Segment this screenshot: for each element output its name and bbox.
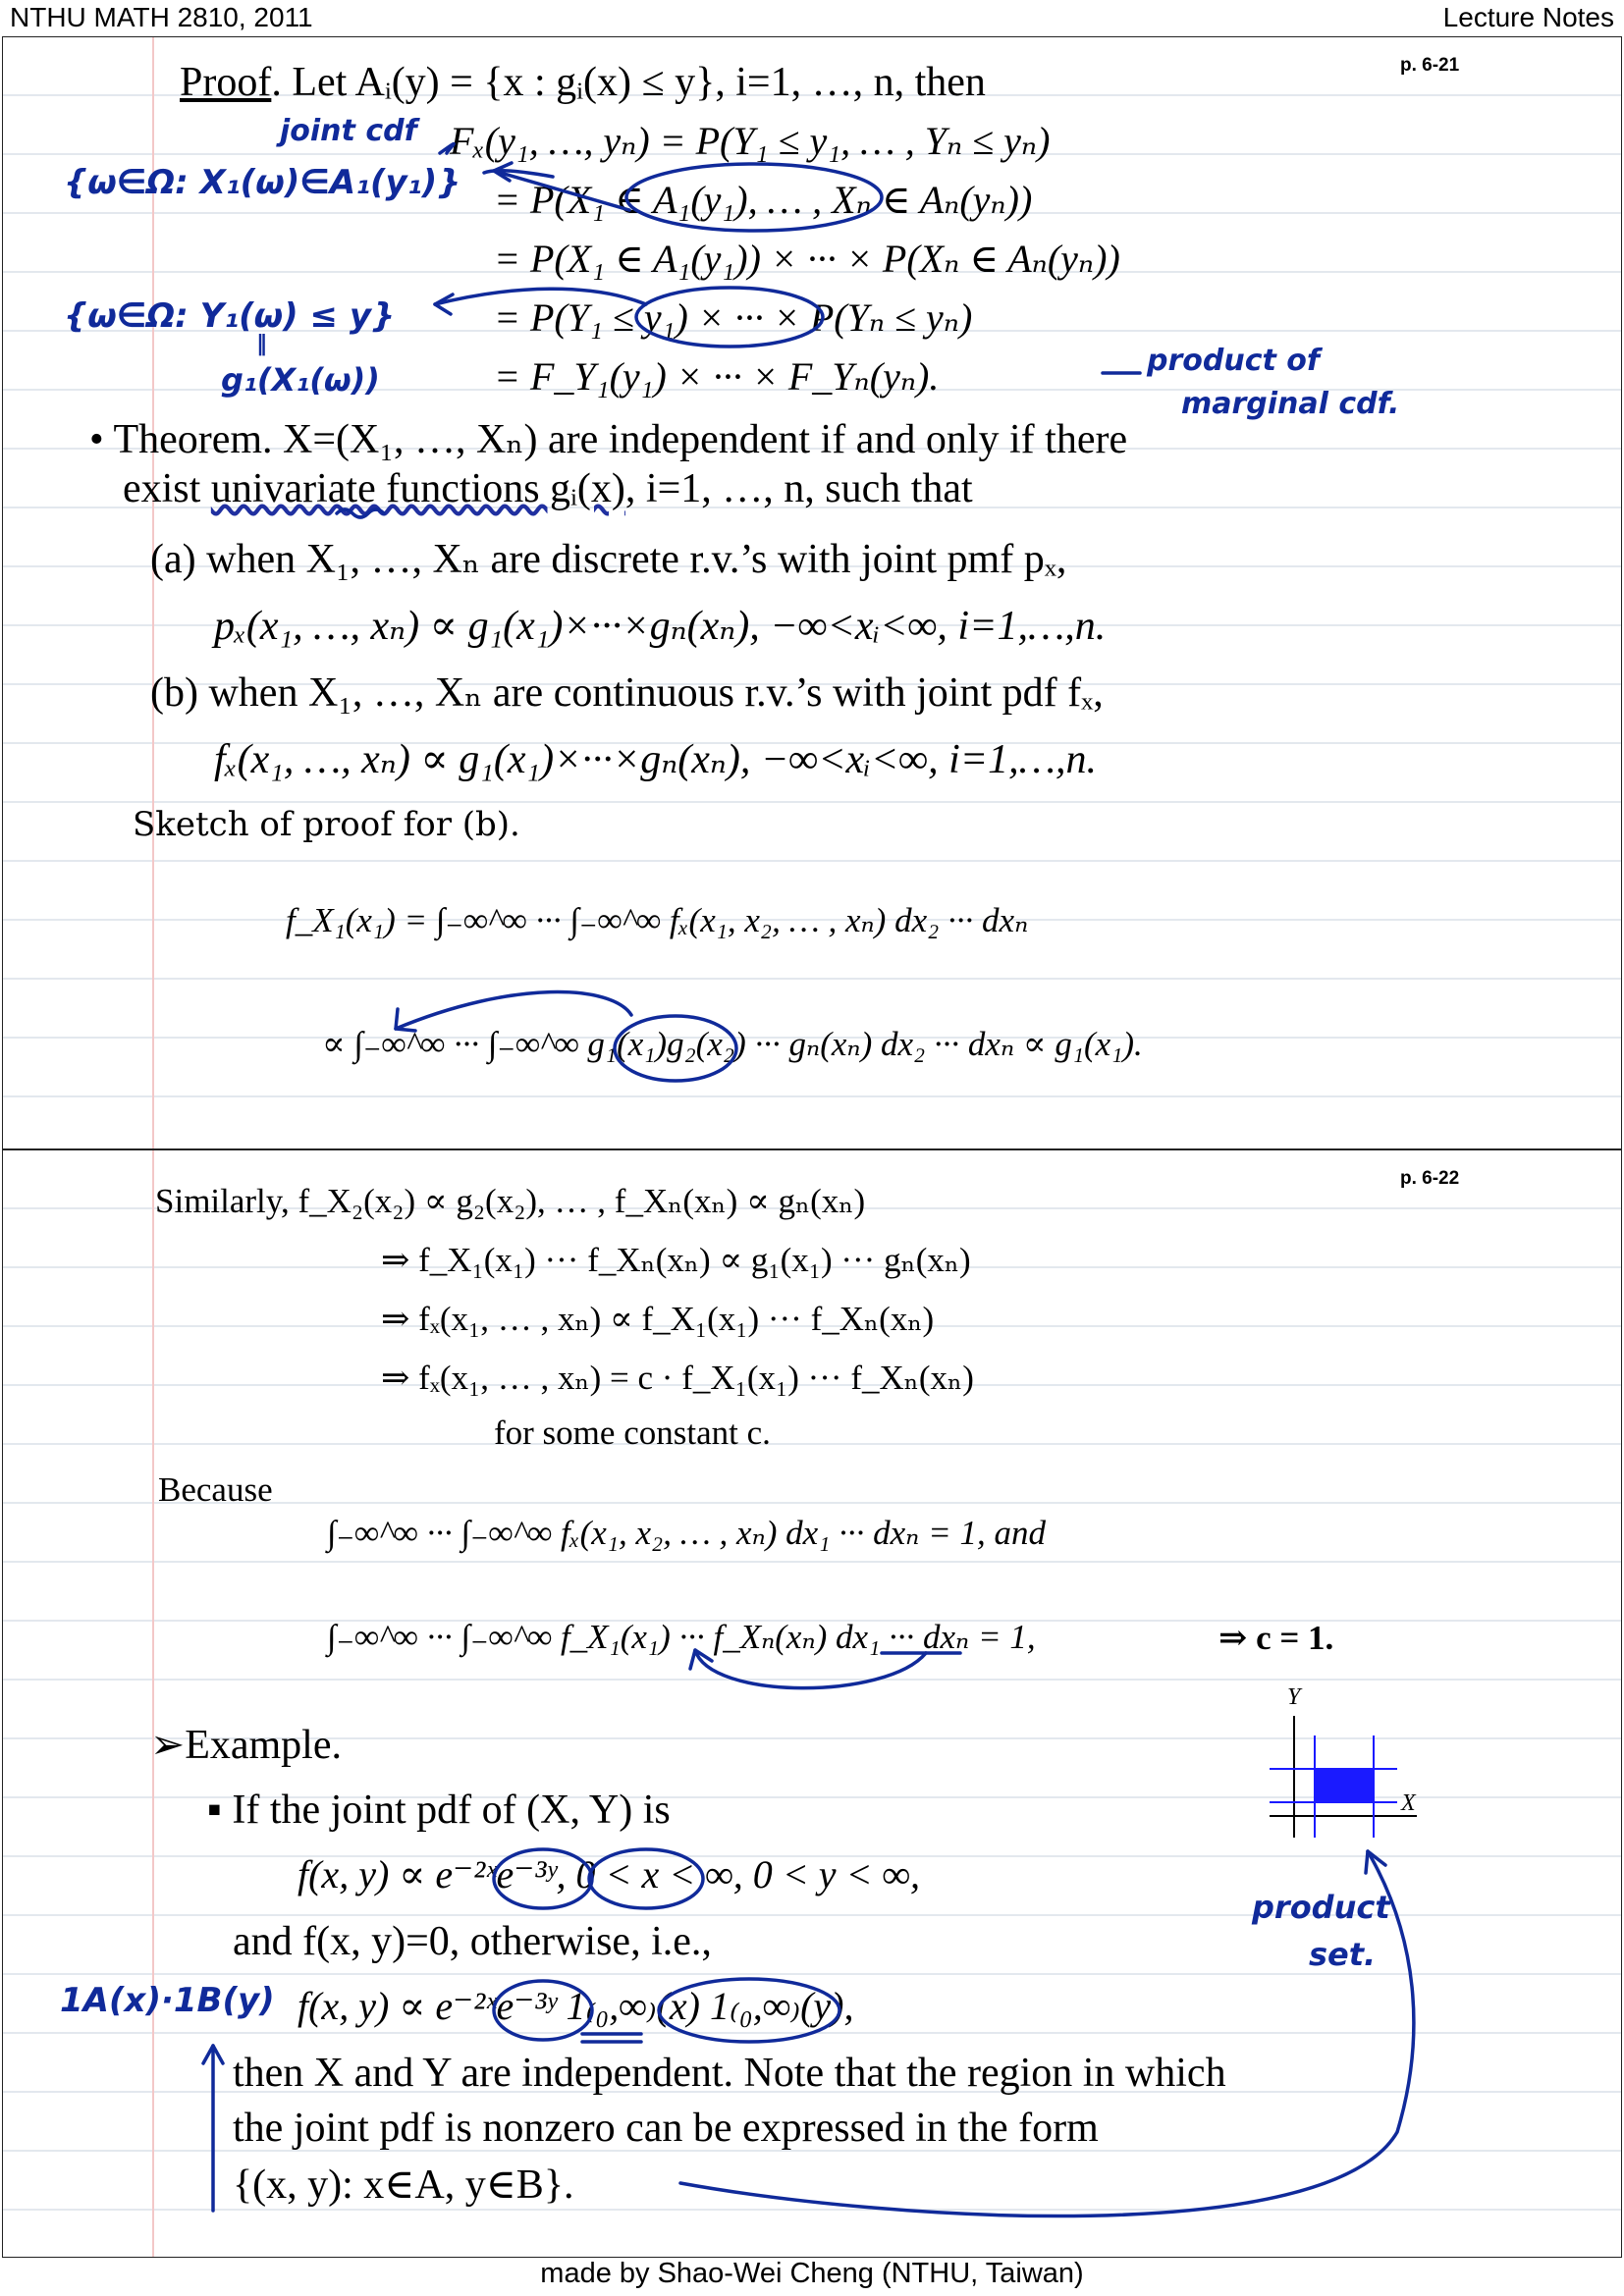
page-number: p. 6-21 bbox=[1400, 55, 1460, 76]
double-underline bbox=[582, 2034, 641, 2042]
circle-g1-x1 bbox=[615, 1016, 736, 1081]
eq-line-2: = P(X₁ ∈ A₁(y₁), … , Xₙ ∈ Aₙ(yₙ)) bbox=[494, 178, 1033, 222]
theorem-line-1: • Theorem. X=(X₁, …, Xₙ) are independent if and only if there bbox=[89, 417, 1128, 462]
note-event-x: {ω∈Ω: X₁(ω)∈A₁(y₁)} bbox=[64, 163, 461, 202]
eq-line-5: = F_Y₁(y₁) × ··· × F_Yₙ(yₙ). bbox=[494, 354, 940, 399]
integral-2: ∝ ∫₋∞^∞ ··· ∫₋∞^∞ g₁(x₁)g₂(x₂) ··· gₙ(xₙ) dx₂ ··· dxₙ ∝ g₁(x₁). bbox=[322, 1025, 1143, 1063]
note-marginal-cdf: marginal cdf. bbox=[1181, 387, 1400, 421]
then-line-1: then X and Y are independent. Note that the region in which bbox=[233, 2051, 1226, 2096]
header-title: Lecture Notes bbox=[1442, 2, 1614, 32]
circle-indicator-x bbox=[659, 1979, 839, 2042]
case-b: (b) when X₁, …, Xₙ are continuous r.v.’s with joint pdf fₓ, bbox=[150, 670, 1104, 716]
univariate-functions: univariate functions gᵢ(x) bbox=[210, 466, 625, 511]
pdf-equation: f(x, y) ∝ e⁻²ˣe⁻³ʸ, 0 < x < ∞, 0 < y < ∞, bbox=[298, 1852, 921, 1896]
slide1-ink-overlay bbox=[3, 37, 1623, 1150]
circle-exp-2x bbox=[494, 1849, 592, 1908]
arrow-pull-out-head bbox=[396, 1009, 415, 1031]
circle-exp-2x-b bbox=[494, 1981, 592, 2040]
arrow-pull-out bbox=[396, 992, 631, 1029]
eq-joint-cdf: Fₓ(y₁, …, yₙ) = P(Y₁ ≤ y₁, … , Yₙ ≤ yₙ) bbox=[450, 119, 1051, 163]
circle-x1-in-a1 bbox=[626, 164, 882, 231]
note-joint-cdf: joint cdf bbox=[280, 114, 417, 148]
case-b-equation: fₓ(x₁, …, xₙ) ∝ g₁(x₁)×···×gₙ(xₙ), −∞<xᵢ<∞, i=1,…,n. bbox=[214, 737, 1097, 782]
arrow-event-x bbox=[494, 171, 629, 210]
wave-extra bbox=[337, 509, 384, 517]
case-a-equation: pₓ(x₁, …, xₙ) ∝ g₁(x₁)×···×gₙ(xₙ), −∞<xᵢ<∞, i=1,…,n. bbox=[214, 604, 1107, 649]
arrow-event-y bbox=[435, 289, 646, 304]
note-event-y: {ω∈Ω: Y₁(ω) ≤ y} bbox=[64, 296, 396, 336]
proof-rest: . Let Aᵢ(y) = {x : gᵢ(x) ≤ y}, i=1, …, n, then bbox=[271, 60, 986, 105]
note-g-of-x: g₁(X₁(ω)) bbox=[221, 361, 380, 399]
axis-x-label: X bbox=[1401, 1790, 1416, 1816]
note-product: product bbox=[1252, 1889, 1390, 1926]
note-equal-mark: ‖ bbox=[256, 332, 267, 356]
implication-1: ⇒ f_X₁(x₁) ··· f_Xₙ(xₙ) ∝ g₁(x₁) ··· gₙ(xₙ) bbox=[381, 1241, 971, 1279]
integral-4: ∫₋∞^∞ ··· ∫₋∞^∞ f_X₁(x₁) ··· f_Xₙ(xₙ) dx₁ ··· dxₙ = 1, bbox=[327, 1618, 1036, 1656]
circle-exp-3y bbox=[589, 1849, 703, 1908]
then-line-3: {(x, y): x∈A, y∈B}. bbox=[233, 2163, 574, 2208]
proof-word: Proof bbox=[180, 60, 272, 105]
sketch-heading: Sketch of proof for (b). bbox=[133, 805, 520, 844]
case-a: (a) when X₁, …, Xₙ are discrete r.v.’s with joint pmf pₓ, bbox=[150, 537, 1067, 582]
arrow-event-y-head bbox=[435, 294, 453, 314]
footer-credit: made by Shao-Wei Cheng (NTHU, Taiwan) bbox=[540, 2258, 1084, 2289]
slide-6-22 bbox=[2, 1149, 1622, 2258]
theorem-line-2-post: , i=1, …, n, such that bbox=[624, 466, 973, 511]
page-number: p. 6-22 bbox=[1400, 1168, 1460, 1189]
note-indicator: 1A(x)·1B(y) bbox=[60, 1981, 275, 2020]
product-set-figure bbox=[1270, 1716, 1417, 1838]
c-equals-one: ⇒ c = 1. bbox=[1218, 1619, 1334, 1657]
constant-c: for some constant c. bbox=[494, 1414, 771, 1452]
arrow-dx1 bbox=[695, 1650, 926, 1688]
note-set: set. bbox=[1309, 1936, 1377, 1973]
because-label: Because bbox=[158, 1470, 273, 1509]
slide-6-21 bbox=[2, 36, 1622, 1149]
implication-2: ⇒ fₓ(x₁, … , xₙ) ∝ f_X₁(x₁) ··· f_Xₙ(xₙ) bbox=[381, 1300, 935, 1338]
if-joint-pdf: ▪ If the joint pdf of (X, Y) is bbox=[207, 1788, 671, 1833]
eq-line-3: = P(X₁ ∈ A₁(y₁)) × ··· × P(Xₙ ∈ Aₙ(yₙ)) bbox=[494, 237, 1120, 281]
eq-line-4: = P(Y₁ ≤ y₁) × ··· × P(Yₙ ≤ yₙ) bbox=[494, 295, 973, 340]
otherwise-line: and f(x, y)=0, otherwise, i.e., bbox=[233, 1919, 712, 1964]
header-course: NTHU MATH 2810, 2011 bbox=[10, 2, 313, 32]
axis-y-label: Y bbox=[1287, 1684, 1301, 1710]
slide2-ink-overlay bbox=[3, 1150, 1623, 2259]
joint-cdf-stroke bbox=[440, 143, 454, 153]
integral-1: f_X₁(x₁) = ∫₋∞^∞ ··· ∫₋∞^∞ fₓ(x₁, x₂, … , xₙ) dx₂ ··· dxₙ bbox=[286, 901, 1029, 939]
then-line-2: the joint pdf is nonzero can be expressed in the form bbox=[233, 2106, 1099, 2151]
arrow-product-set bbox=[680, 1851, 1414, 2216]
integral-3: ∫₋∞^∞ ··· ∫₋∞^∞ fₓ(x₁, x₂, … , xₙ) dx₁ ··· dxₙ = 1, and bbox=[327, 1514, 1046, 1552]
theorem-line-2-pre: exist bbox=[123, 466, 211, 511]
indicator-equation: f(x, y) ∝ e⁻²ˣe⁻³ʸ 1₍₀,∞₎(x) 1₍₀,∞₎(y), bbox=[298, 1984, 854, 2028]
similarly-line: Similarly, f_X₂(x₂) ∝ g₂(x₂), … , f_Xₙ(xₙ) ∝ gₙ(xₙ) bbox=[155, 1182, 866, 1220]
example-heading: ➢Example. bbox=[150, 1723, 342, 1768]
note-product-of: product of bbox=[1147, 344, 1320, 378]
implication-3: ⇒ fₓ(x₁, … , xₙ) = c · f_X₁(x₁) ··· f_Xₙ(xₙ) bbox=[381, 1359, 974, 1397]
circle-y1-le-y1 bbox=[636, 288, 823, 347]
